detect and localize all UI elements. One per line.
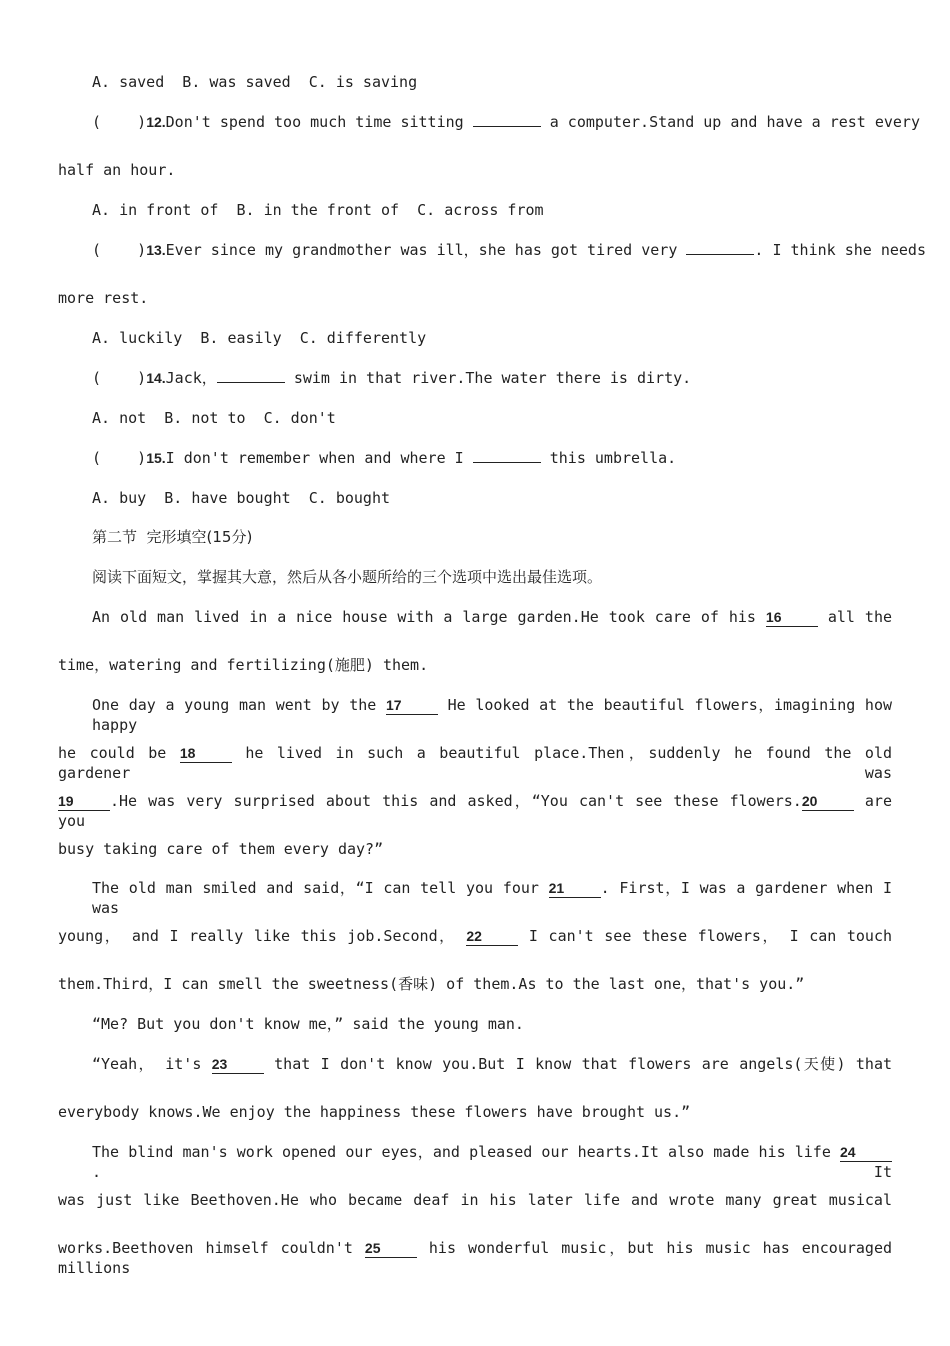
question-number: 13. [146, 242, 166, 258]
passage-line: them.Third，I can smell the sweetness(香味) of them.As to the last one，that's you.” [58, 975, 805, 993]
passage-line: time，watering and fertilizing(施肥) them. [58, 656, 429, 674]
q11-options: A. saved B. was saved C. is saving [92, 73, 418, 91]
passage-line: One day a young man went by the 17 He looked at the beautiful flowers，imagining how happy [92, 696, 893, 734]
cloze-blank-25[interactable]: 25 [365, 1240, 417, 1258]
question-number: 15. [146, 450, 166, 466]
passage-line: everybody knows.We enjoy the happiness these flowers have brought us.” [58, 1103, 691, 1121]
stem-text: . I think she needs [754, 241, 926, 259]
q12-stem [92, 112, 920, 132]
cloze-blank-16[interactable]: 16 [766, 609, 818, 627]
passage-line: “Me? But you don't know me，” said the young man. [92, 1015, 524, 1033]
answer-paren[interactable]: ( ) [92, 113, 147, 131]
stem-text: this umbrella. [549, 449, 677, 467]
passage-line: young， and I really like this job.Second， 22 I can't see these flowers， I can touch [58, 927, 893, 945]
passage-line: 19 .He was very surprised about this and asked，“You can't see these flowers.20 are you [58, 792, 892, 830]
stem-text: a computer.Stand up and have a rest every [549, 113, 920, 131]
question-number: 12. [146, 114, 166, 130]
passage-line: The blind man's work opened our eyes，and pleased our hearts.It also made his life 24. It [92, 1143, 892, 1181]
cloze-blank-23[interactable]: 23 [212, 1056, 264, 1074]
q15-options: A. buy B. have bought C. bought [92, 489, 391, 507]
cloze-blank-22[interactable]: 22 [466, 928, 518, 946]
q13-stem [92, 240, 926, 260]
passage-line: An old man lived in a nice house with a large garden.He took care of his 16 all the [92, 608, 893, 626]
stem-text: Ever since my grandmother was ill，she has got tired very [165, 241, 678, 259]
answer-paren[interactable]: ( ) [92, 449, 147, 467]
answer-blank[interactable] [473, 112, 541, 127]
q13-options: A. luckily B. easily C. differently [92, 329, 427, 347]
answer-blank[interactable] [473, 448, 541, 463]
q12-options: A. in front of B. in the front of C. across from [92, 201, 544, 219]
answer-paren[interactable]: ( ) [92, 369, 147, 387]
passage-line: busy taking care of them every day?” [58, 840, 384, 858]
stem-text: Jack， [165, 369, 217, 387]
passage-line: “Yeah， it's 23 that I don't know you.But I know that flowers are angels(天使) that [92, 1055, 893, 1073]
answer-paren[interactable]: ( ) [92, 241, 147, 259]
cloze-blank-20[interactable]: 20 [802, 793, 854, 811]
answer-blank[interactable] [686, 240, 754, 255]
cloze-blank-17[interactable]: 17 [386, 697, 438, 715]
q14-stem [92, 368, 892, 388]
cloze-blank-19[interactable]: 19 [58, 793, 110, 811]
q13-stem-cont: more rest. [58, 289, 149, 307]
q12-stem-cont: half an hour. [58, 161, 176, 179]
cloze-blank-24[interactable]: 24 [840, 1144, 892, 1162]
section-instruction: 阅读下面短文，掌握其大意，然后从各小题所给的三个选项中选出最佳选项。 [92, 568, 603, 586]
section-title: 第二节 完形填空(15分) [92, 528, 253, 546]
q15-stem [92, 448, 892, 468]
q14-options: A. not B. not to C. don't [92, 409, 336, 427]
answer-blank[interactable] [217, 368, 285, 383]
stem-text: I don't remember when and where I [165, 449, 464, 467]
stem-text: swim in that river.The water there is dirty. [293, 369, 692, 387]
passage-line: he could be 18 he lived in such a beautiful place.Then，suddenly he found the old gardener was [58, 744, 893, 782]
cloze-blank-21[interactable]: 21 [549, 880, 601, 898]
stem-text: Don't spend too much time sitting [165, 113, 464, 131]
question-number: 14. [146, 370, 166, 386]
passage-line: works.Beethoven himself couldn't 25 his wonderful music，but his music has encouraged millions [58, 1239, 893, 1277]
passage-line: The old man smiled and said，“I can tell you four 21 . First，I was a gardener when I was [92, 879, 892, 917]
passage-line: was just like Beethoven.He who became deaf in his later life and wrote many great musical [58, 1191, 892, 1209]
cloze-blank-18[interactable]: 18 [180, 745, 232, 763]
